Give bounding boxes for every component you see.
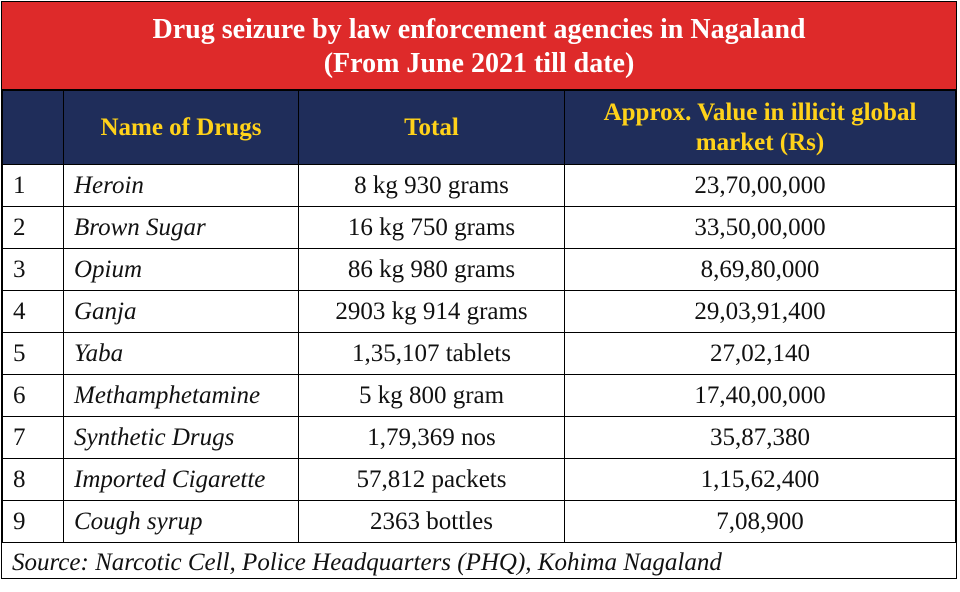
row-serial: 8 [3, 459, 64, 501]
row-value: 1,15,62,400 [565, 459, 956, 501]
row-drug-name: Opium [64, 249, 299, 291]
drug-seizure-table [2, 90, 956, 543]
row-value: 35,87,380 [565, 417, 956, 459]
row-drug-name: Methamphetamine [64, 375, 299, 417]
header-name: Name of Drugs [64, 91, 299, 165]
row-serial: 1 [3, 165, 64, 207]
row-drug-name: Ganja [64, 291, 299, 333]
row-drug-name: Imported Cigarette [64, 459, 299, 501]
row-value: 8,69,80,000 [565, 249, 956, 291]
table-row [3, 207, 956, 249]
row-serial: 9 [3, 501, 64, 543]
table-title [2, 2, 956, 90]
row-value: 33,50,00,000 [565, 207, 956, 249]
row-drug-name: Heroin [64, 165, 299, 207]
table-row [3, 417, 956, 459]
row-value: 23,70,00,000 [565, 165, 956, 207]
table-row [3, 333, 956, 375]
table-row [3, 459, 956, 501]
header-serial [3, 91, 64, 165]
row-drug-name: Synthetic Drugs [64, 417, 299, 459]
row-total: 1,79,369 nos [299, 417, 565, 459]
row-drug-name: Yaba [64, 333, 299, 375]
row-serial: 4 [3, 291, 64, 333]
row-drug-name: Cough syrup [64, 501, 299, 543]
row-value: 27,02,140 [565, 333, 956, 375]
row-total: 16 kg 750 grams [299, 207, 565, 249]
row-total: 5 kg 800 gram [299, 375, 565, 417]
row-value: 7,08,900 [565, 501, 956, 543]
header-total: Total [299, 91, 565, 165]
row-total: 57,812 packets [299, 459, 565, 501]
row-value: 29,03,91,400 [565, 291, 956, 333]
title-line-2: (From June 2021 till date) [323, 48, 635, 79]
seizure-table-card [1, 1, 957, 579]
header-value: Approx. Value in illicit global market (Rs) [565, 91, 956, 165]
row-total: 8 kg 930 grams [299, 165, 565, 207]
table-row [3, 165, 956, 207]
table-row [3, 375, 956, 417]
row-total: 86 kg 980 grams [299, 249, 565, 291]
row-total: 2903 kg 914 grams [299, 291, 565, 333]
table-row [3, 501, 956, 543]
row-total: 1,35,107 tablets [299, 333, 565, 375]
row-serial: 5 [3, 333, 64, 375]
row-serial: 2 [3, 207, 64, 249]
row-serial: 3 [3, 249, 64, 291]
row-drug-name: Brown Sugar [64, 207, 299, 249]
title-line-1: Drug seizure by law enforcement agencies in Nagaland [152, 14, 806, 45]
row-value: 17,40,00,000 [565, 375, 956, 417]
table-row [3, 249, 956, 291]
row-serial: 7 [3, 417, 64, 459]
row-serial: 6 [3, 375, 64, 417]
row-total: 2363 bottles [299, 501, 565, 543]
header-row [3, 91, 956, 165]
source-note: Source: Narcotic Cell, Police Headquarters (PHQ), Kohima Nagaland [12, 549, 722, 576]
table-row [3, 291, 956, 333]
